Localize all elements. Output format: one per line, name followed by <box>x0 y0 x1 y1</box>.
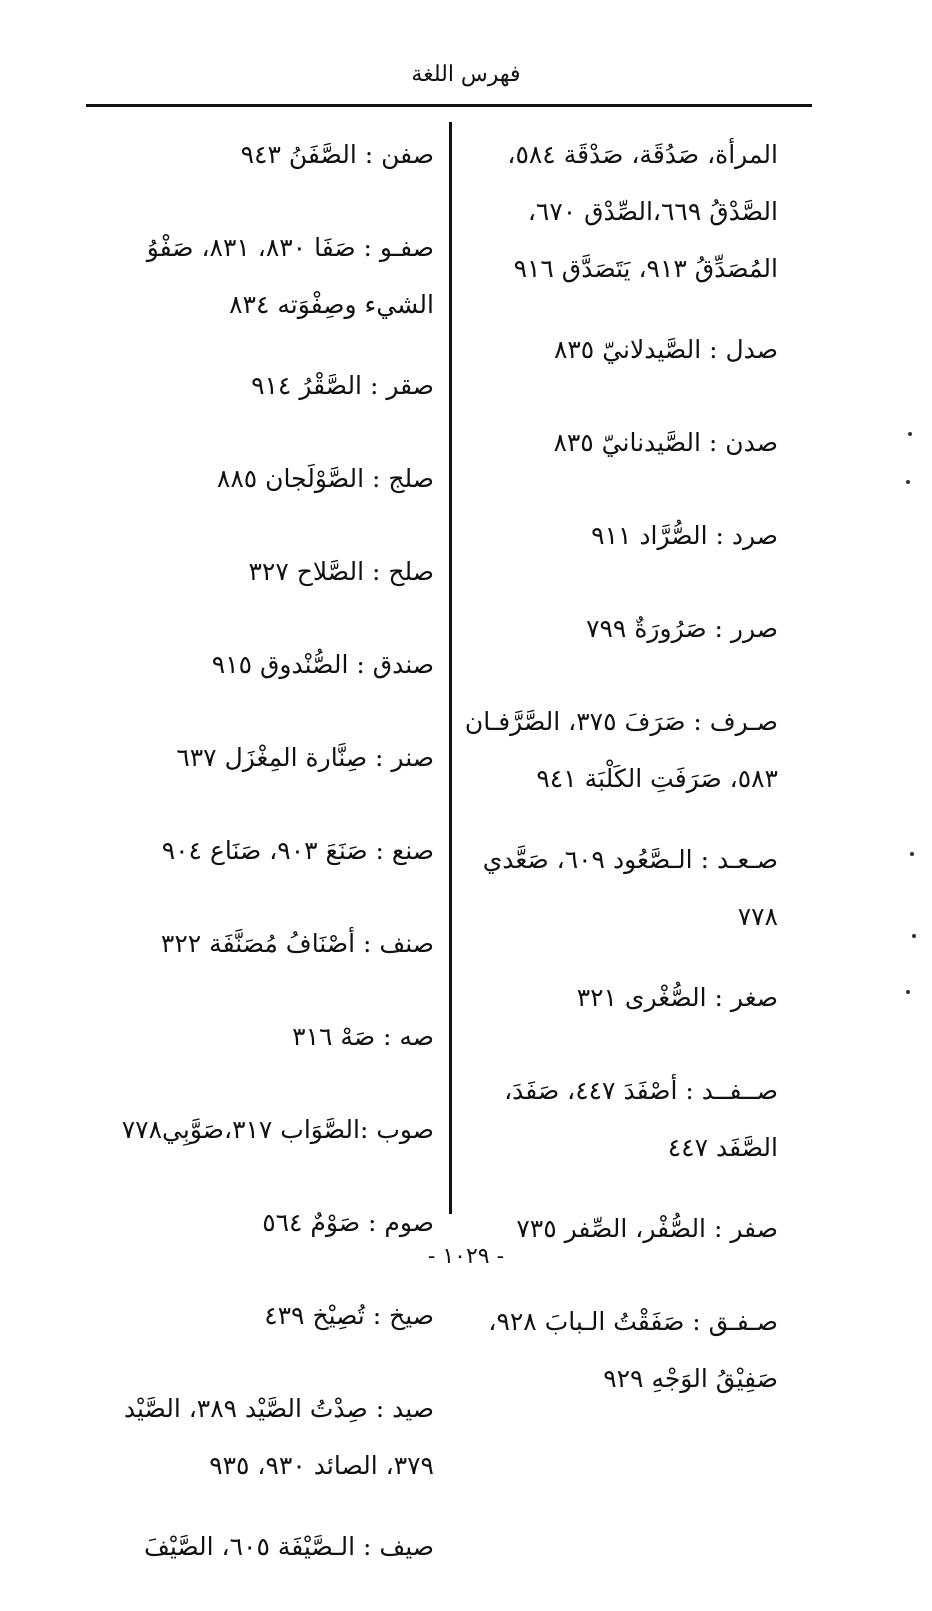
index-entry-line: صدل : الصَّيدلانيّ ٨٣٥ <box>553 335 778 364</box>
index-entry-line: صيف : الـصَّيْفَة ٦٠٥، الصَّيْفَ <box>143 1532 434 1561</box>
header-rule <box>86 104 812 107</box>
index-entry <box>86 126 434 183</box>
index-entry-line: صيد : صِدْتُ الصَّيْد ٣٨٩، الصَّيْد <box>123 1394 434 1423</box>
index-entry <box>86 1380 434 1494</box>
scan-speck <box>908 432 912 436</box>
index-entry <box>86 357 434 414</box>
index-entry-line: الشيء وصِفْوَته ٨٣٤ <box>229 290 434 319</box>
index-entry-line: ٣٧٩، الصائد ٩٣٠، ٩٣٥ <box>209 1451 434 1480</box>
index-entry <box>86 729 434 786</box>
scan-speck <box>906 990 910 994</box>
index-entry <box>462 1062 778 1176</box>
index-entry-line: صفر : الصُّفْر، الصِّفر ٧٣٥ <box>516 1214 778 1243</box>
index-entry <box>86 1008 434 1065</box>
right-column <box>462 126 778 1431</box>
index-entry-line: صلج : الصَّوْلَجان ٨٨٥ <box>216 464 434 493</box>
index-entry-line: صدن : الصَّيدنانيّ ٨٣٥ <box>553 428 778 457</box>
index-entry <box>86 636 434 693</box>
index-entry-line: صغر : الصُّغْرى ٣٢١ <box>576 983 778 1012</box>
index-entry <box>86 219 434 333</box>
index-entry <box>462 126 778 297</box>
scan-speck <box>912 934 916 938</box>
index-entry-line: صرد : الصُّرَّاد ٩١١ <box>591 521 778 550</box>
index-entry-line: صنف : أصْنَافُ مُصَنَّفَة ٣٢٢ <box>160 929 434 958</box>
index-entry-line: الصَّدْقُ ٦٦٩،الصِّدْق ٦٧٠، <box>527 197 778 226</box>
index-entry <box>462 507 778 564</box>
index-entry <box>462 414 778 471</box>
page-header-title: فهرس اللغة <box>411 62 521 87</box>
index-entry-line: صندق : الصُّنْدوق ٩١٥ <box>211 650 434 679</box>
index-entry <box>462 693 778 807</box>
index-entry-line: صفـو : صَفَا ٨٣٠، ٨٣١، صَفْوُ <box>146 233 434 262</box>
index-entry <box>86 1518 434 1575</box>
index-entry-line: صنع : صَنَعَ ٩٠٣، صَنَاع ٩٠٤ <box>161 836 434 865</box>
scan-speck <box>906 480 910 484</box>
index-entry-line: ٥٨٣، صَرَفَتِ الكَلْبَة ٩٤١ <box>536 764 778 793</box>
index-entry-line: صلح : الصَّلاح ٣٢٧ <box>248 557 434 586</box>
index-entry <box>462 969 778 1026</box>
index-entry-line: الصَّفَد ٤٤٧ <box>667 1133 778 1162</box>
index-entry <box>462 600 778 657</box>
index-entry <box>86 822 434 879</box>
index-entry <box>86 450 434 507</box>
page-number: - ١٠٢٩ - <box>427 1244 505 1269</box>
left-column <box>86 126 434 1611</box>
index-entry-line: صـعـد : الـصَّعُود ٦٠٩، صَعَّدي <box>482 845 778 874</box>
index-entry <box>462 321 778 378</box>
index-entry <box>86 915 434 972</box>
index-entry <box>86 1101 434 1158</box>
column-divider <box>449 122 452 1214</box>
index-entry-line: صوب :الصَّوَاب ٣١٧،صَوَّبِي٧٧٨ <box>121 1115 434 1144</box>
index-entry <box>86 1287 434 1344</box>
index-entry-line: صـفـق : صَفَقْتُ الـبابَ ٩٢٨، <box>488 1307 778 1336</box>
index-entry-line: صَفِيْقُ الوَجْهِ ٩٢٩ <box>603 1364 778 1393</box>
scan-speck <box>910 852 914 856</box>
index-entry <box>86 1194 434 1251</box>
index-entry-line: ٧٧٨ <box>737 902 778 931</box>
index-entry <box>462 831 778 945</box>
index-entry <box>462 1293 778 1407</box>
index-entry-line: المرأة، صَدُقَة، صَدْقَة ٥٨٤، <box>507 140 778 169</box>
index-entry <box>86 543 434 600</box>
index-entry-line: صقر : الصَّقْرُ ٩١٤ <box>251 371 434 400</box>
index-entry-line: صـرف : صَرَفَ ٣٧٥، الصَّرَّفـان <box>464 707 778 736</box>
index-entry-line: صــفــد : أصْفَدَ ٤٤٧، صَفَدَ، <box>504 1076 778 1105</box>
index-entry-line: صيخ : تُصِيْخ ٤٣٩ <box>264 1301 434 1330</box>
index-entry-line: صرر : صَرُورَةٌ ٧٩٩ <box>586 614 778 643</box>
index-entry-line: المُصَدِّقُ ٩١٣، يَتَصَدَّق ٩١٦ <box>513 254 778 283</box>
index-entry-line: صنر : صِنَّارة المِغْزَل ٦٣٧ <box>176 743 434 772</box>
index-entry-line: صفن : الصَّفَنُ ٩٤٣ <box>240 140 434 169</box>
index-entry-line: صوم : صَوْمٌ ٥٦٤ <box>262 1208 434 1237</box>
index-entry-line: صه : صَهْ ٣١٦ <box>292 1022 434 1051</box>
